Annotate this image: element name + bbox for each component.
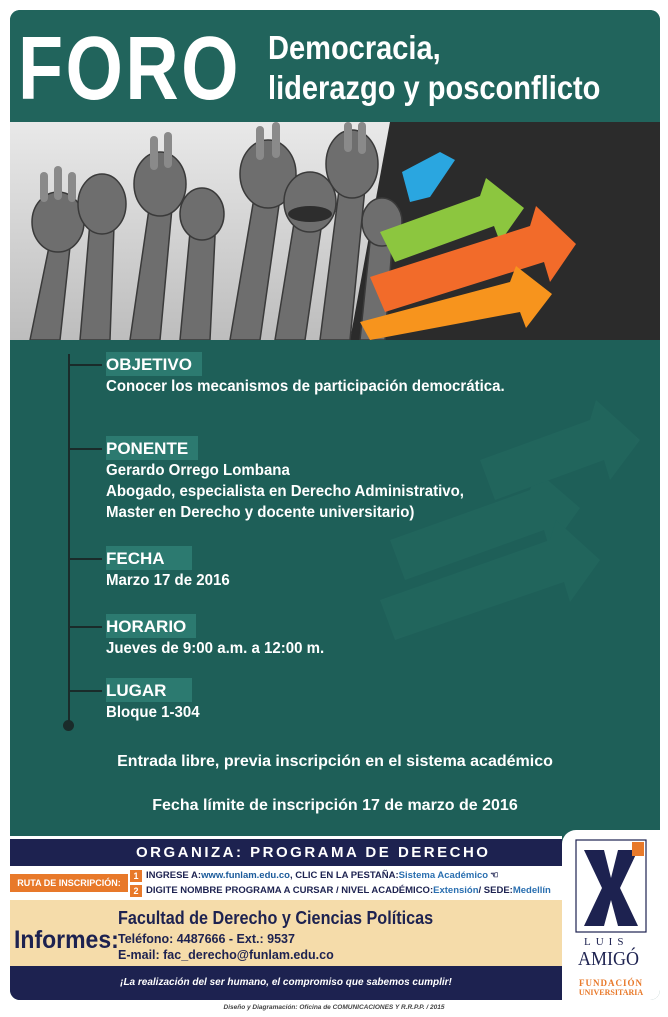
logo-luis: LUIS xyxy=(584,936,629,948)
fecha-text: Marzo 17 de 2016 xyxy=(106,572,230,589)
sistema-academico-tab: Sistema Académico xyxy=(398,870,489,881)
objetivo-text: Conocer los mecanismos de participación democrática. xyxy=(106,378,505,395)
telefono-text: Teléfono: 4487666 - Ext.: 9537 xyxy=(118,932,295,946)
step-number: 2 xyxy=(130,885,142,897)
step-text: / SEDE: xyxy=(478,885,513,896)
sede-value: Medellín xyxy=(512,885,551,896)
step-number: 1 xyxy=(130,870,142,882)
section-label: LUGAR xyxy=(106,678,192,702)
subtitle-line-1: Democracia, xyxy=(268,29,441,66)
colored-arrows-graphic xyxy=(10,122,660,340)
timeline-dot xyxy=(63,720,74,731)
informes-box xyxy=(10,900,562,966)
section-label: FECHA xyxy=(106,546,192,570)
timeline-tick xyxy=(68,626,102,628)
horario-text: Jueves de 9:00 a.m. a 12:00 m. xyxy=(106,640,325,657)
timeline-tick xyxy=(68,364,102,366)
funlam-link[interactable]: www.funlam.edu.co xyxy=(201,870,290,881)
section-lugar xyxy=(106,678,206,723)
section-label: PONENTE xyxy=(106,436,198,460)
fecha-limite-notice: Fecha límite de inscripción 17 de marzo de 2016 xyxy=(152,797,518,814)
informes-title: Informes: xyxy=(14,926,119,954)
ruta-step-1 xyxy=(130,868,551,883)
logo-universitaria: UNIVERSITARIA xyxy=(578,988,644,997)
section-label: OBJETIVO xyxy=(106,352,202,376)
ponente-title-line: Abogado, especialista en Derecho Administrativo, xyxy=(106,483,464,500)
step-text: , CLIC EN LA PESTAÑA: xyxy=(289,870,399,881)
email-text: E-mail: fac_derecho@funlam.edu.co xyxy=(118,948,334,962)
logo-amigo: AMIGÓ xyxy=(578,948,640,970)
step-text: INGRESE A: xyxy=(146,870,202,881)
slogan-bar: ¡La realización del ser humano, el compromiso que sabemos cumplir! xyxy=(10,966,562,1000)
nivel-value: Extensión xyxy=(433,885,479,896)
design-credit: Diseño y Diagramación: Oficina de COMUNICACIONES Y R.R.P.P. / 2015 xyxy=(223,1004,445,1011)
timeline-line xyxy=(68,354,70,724)
step-text: DIGITE NOMBRE PROGRAMA A CURSAR / NIVEL ACADÉMICO: xyxy=(146,885,434,896)
section-horario xyxy=(106,614,338,659)
timeline-tick xyxy=(68,448,102,450)
timeline-tick xyxy=(68,690,102,692)
pointer-hand-icon: ☜ xyxy=(490,870,499,881)
ruta-step-2 xyxy=(130,883,551,898)
luis-amigo-logo xyxy=(562,830,660,1000)
header xyxy=(10,10,660,122)
foro-title: FORO xyxy=(18,19,242,119)
section-label: HORARIO xyxy=(106,614,196,638)
event-details xyxy=(10,340,660,836)
organiza-bar: ORGANIZA: PROGRAMA DE DERECHO xyxy=(10,836,562,866)
section-fecha xyxy=(106,546,238,591)
ruta-steps xyxy=(130,868,551,898)
logo-fundacion: FUNDACIÓN xyxy=(579,978,643,988)
section-objetivo xyxy=(106,352,530,397)
entrada-notice: Entrada libre, previa inscripción en el sistema académico xyxy=(117,753,553,770)
event-subtitle xyxy=(268,28,600,108)
facultad-name: Facultad de Derecho y Ciencias Políticas xyxy=(118,908,434,928)
ponente-name: Gerardo Orrego Lombana xyxy=(106,462,290,479)
lugar-text: Bloque 1-304 xyxy=(106,704,200,721)
timeline-tick xyxy=(68,558,102,560)
section-ponente xyxy=(106,436,487,523)
subtitle-line-2: liderazgo y posconflicto xyxy=(268,69,601,106)
ruta-label: RUTA DE INSCRIPCIÓN: xyxy=(10,874,128,892)
ruta-inscripcion xyxy=(10,866,562,900)
ponente-title-line: Master en Derecho y docente universitario) xyxy=(106,504,415,521)
logo-mark-icon xyxy=(574,838,648,934)
poster xyxy=(10,10,660,1000)
banner-image xyxy=(10,122,660,340)
